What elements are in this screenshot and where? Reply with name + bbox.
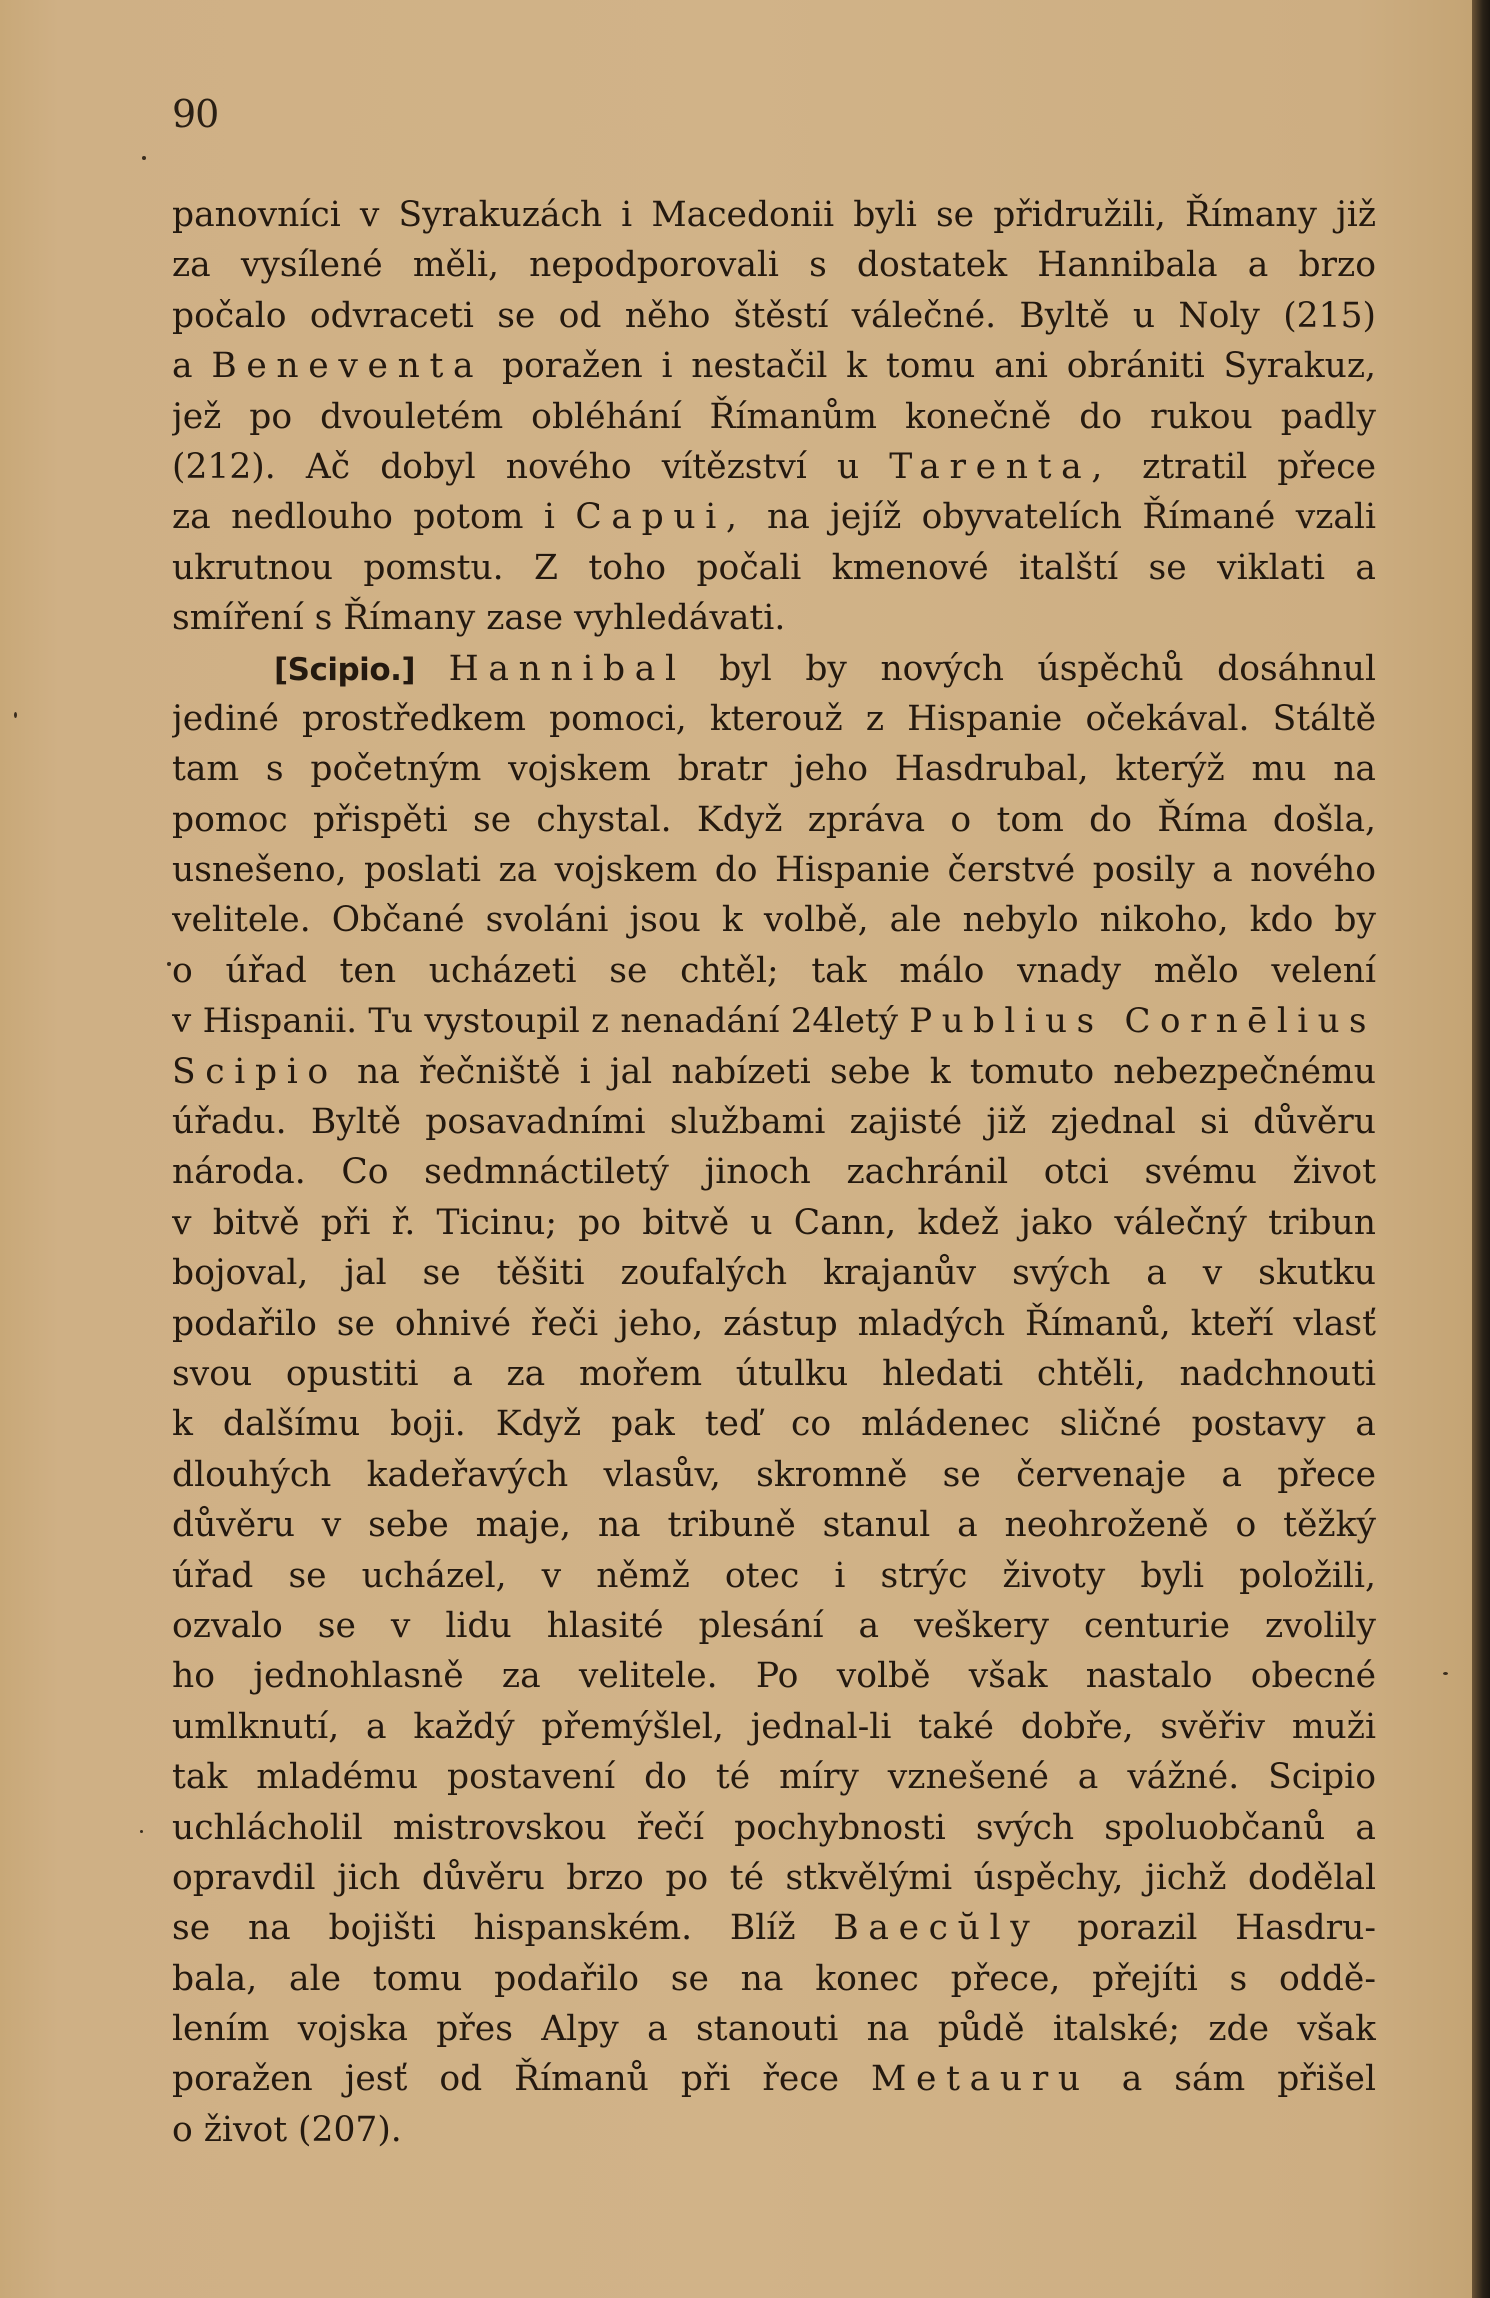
text-line (172, 1954, 1376, 2004)
text-segment: v bitvě při ř. Ticinu; po bitvě u Cann, kdež jako válečný tribun (172, 1202, 1376, 1243)
print-speck (14, 712, 17, 718)
text-segment: podařilo se ohnivé řeči jeho, zástup mladých Římanů, kteří vlasť (172, 1303, 1376, 1344)
text-segment: se na bojišti hispanském. Blíž (172, 1908, 834, 1949)
text-segment: svou opustiti a za mořem útulku hledati chtěli, nadchnouti (172, 1353, 1376, 1394)
text-line (172, 895, 1376, 945)
text-segment: smíření s Římany zase vyhledávati. (172, 598, 786, 639)
body-text (172, 190, 1376, 2155)
text-segment: na jejíž obyvatelích Římané vzali (746, 497, 1376, 538)
text-segment: a sám přišel (1089, 2059, 1376, 2100)
text-line (172, 543, 1376, 593)
text-line (172, 1248, 1376, 1298)
text-line (172, 1349, 1376, 1399)
text-segment: za nedlouho potom i (172, 497, 576, 538)
text-line (172, 644, 1376, 694)
text-line (172, 694, 1376, 744)
text-segment: na řečniště i jal nabízeti sebe k tomuto nebezpečnému (337, 1051, 1376, 1092)
spaced-name: Hannibal (448, 648, 686, 689)
text-segment: ho jednohlasně za velitele. Po volbě však nastalo obecné (172, 1656, 1376, 1697)
text-line (172, 1752, 1376, 1802)
text-segment: umlknutí, a každý přemýšlel, jednal-li také dobře, svěřiv muži (172, 1706, 1376, 1747)
text-line (172, 2105, 1376, 2155)
text-line (172, 1047, 1376, 1097)
print-speck (1443, 1672, 1448, 1675)
text-line (172, 744, 1376, 794)
text-segment: a (172, 346, 212, 387)
text-line (172, 2054, 1376, 2104)
text-line (172, 392, 1376, 442)
text-segment: úřadu. Byltě posavadními službami zajisté již zjednal si důvěru (172, 1102, 1376, 1143)
text-line (172, 1601, 1376, 1651)
text-segment: uchlácholil mistrovskou řečí pochybnosti svých spoluobčanů a (172, 1807, 1376, 1848)
text-line (172, 996, 1376, 1046)
text-line (172, 2004, 1376, 2054)
text-line (172, 1803, 1376, 1853)
section-heading: [Scipio.] (274, 651, 416, 688)
text-segment: ozvalo se v lidu hlasité plesání a veškery centurie zvolily (172, 1605, 1376, 1646)
text-segment: jež po dvouletém obléhání Římanům konečně do rukou padly (172, 396, 1376, 437)
text-segment: ukrutnou pomstu. Z toho počali kmenové italští se viklati a (172, 547, 1376, 588)
text-line (172, 1551, 1376, 1601)
text-segment: byl by nových úspěchů dosáhnul (685, 648, 1376, 689)
text-segment: tam s početným vojskem bratr jeho Hasdrubal, kterýž mu na (172, 749, 1376, 790)
text-segment: poražen i nestačil k tomu ani obrániti Syrakuz, (483, 346, 1376, 387)
text-segment: jediné prostředkem pomoci, kterouž z Hispanie očekával. Stáltě (172, 698, 1376, 739)
text-segment: bala, ale tomu podařilo se na konec přece, přejíti s oddě- (172, 1958, 1376, 1999)
text-segment: dlouhých kadeřavých vlasův, skromně se červenaje a přece (172, 1454, 1376, 1495)
print-speck (142, 156, 146, 160)
text-line (172, 795, 1376, 845)
spaced-name: Publius Cornēlius (909, 1001, 1376, 1042)
text-segment: o život (207). (172, 2109, 402, 2150)
text-line (172, 1702, 1376, 1752)
text-line (172, 845, 1376, 895)
text-line (172, 492, 1376, 542)
text-segment: za vysílené měli, nepodporovali s dostatek Hannibala a brzo (172, 245, 1376, 286)
print-speck (167, 962, 171, 966)
text-segment: počalo odvraceti se od něho štěstí válečné. Byltě u Noly (215) (172, 295, 1376, 336)
text-segment: o úřad ten ucházeti se chtěl; tak málo vnady mělo velení (172, 950, 1376, 991)
text-segment: ztratil přece (1112, 446, 1376, 487)
text-line (172, 1299, 1376, 1349)
text-line (172, 291, 1376, 341)
text-segment: opravdil jich důvěru brzo po té stkvělými úspěchy, jichž dodělal (172, 1857, 1376, 1898)
page-binding-edge (1472, 0, 1490, 2298)
spaced-name: Baecŭly (833, 1908, 1040, 1949)
text-segment: bojoval, jal se těšiti zoufalých krajanův svých a v skutku (172, 1253, 1376, 1294)
spaced-name: Capui, (575, 497, 747, 538)
text-line (172, 442, 1376, 492)
text-line (172, 1198, 1376, 1248)
text-segment: národa. Co sedmnáctiletý jinoch zachránil otci svému život (172, 1152, 1376, 1193)
text-segment: (212). Ač dobyl nového vítězství u (172, 446, 890, 487)
spaced-name: Metauru (871, 2059, 1090, 2100)
text-segment: tak mladému postavení do té míry vznešené a vážné. Scipio (172, 1757, 1376, 1798)
text-segment: pomoc přispěti se chystal. Když zpráva o tom do Říma došla, (172, 799, 1376, 840)
text-segment: důvěru v sebe maje, na tribuně stanul a neohroženě o těžký (172, 1505, 1376, 1546)
spaced-name: Tarenta, (889, 446, 1113, 487)
text-line (172, 593, 1376, 643)
text-line (172, 1853, 1376, 1903)
text-line (172, 1450, 1376, 1500)
text-line (172, 1903, 1376, 1953)
text-segment: lením vojska přes Alpy a stanouti na půdě italské; zde však (172, 2009, 1376, 2050)
text-segment: v Hispanii. Tu vystoupil z nenadání 24letý (172, 1001, 910, 1042)
text-line (172, 1399, 1376, 1449)
spaced-name: Beneventa (211, 346, 484, 387)
text-segment: poražen jesť od Římanů při řece (172, 2059, 872, 2100)
page-number: 90 (172, 92, 219, 136)
spaced-name: Scipio (172, 1051, 338, 1092)
print-speck (140, 1830, 143, 1833)
text-line (172, 190, 1376, 240)
text-segment: panovníci v Syrakuzách i Macedonii byli se přidružili, Římany již (172, 195, 1376, 235)
text-segment: velitele. Občané svoláni jsou k volbě, ale nebylo nikoho, kdo by (172, 900, 1376, 941)
text-line (172, 946, 1376, 996)
text-line (172, 1651, 1376, 1701)
text-segment: k dalšímu boji. Když pak teď co mládenec sličné postavy a (172, 1404, 1376, 1445)
text-line (172, 1097, 1376, 1147)
text-segment (415, 649, 449, 689)
text-line (172, 1500, 1376, 1550)
text-line (172, 1147, 1376, 1197)
text-segment: porazil Hasdru- (1039, 1908, 1376, 1949)
text-segment: úřad se ucházel, v němž otec i strýc životy byli položili, (172, 1555, 1376, 1596)
text-segment: usnešeno, poslati za vojskem do Hispanie čerstvé posily a nového (172, 850, 1376, 891)
text-line (172, 240, 1376, 290)
text-line (172, 341, 1376, 391)
